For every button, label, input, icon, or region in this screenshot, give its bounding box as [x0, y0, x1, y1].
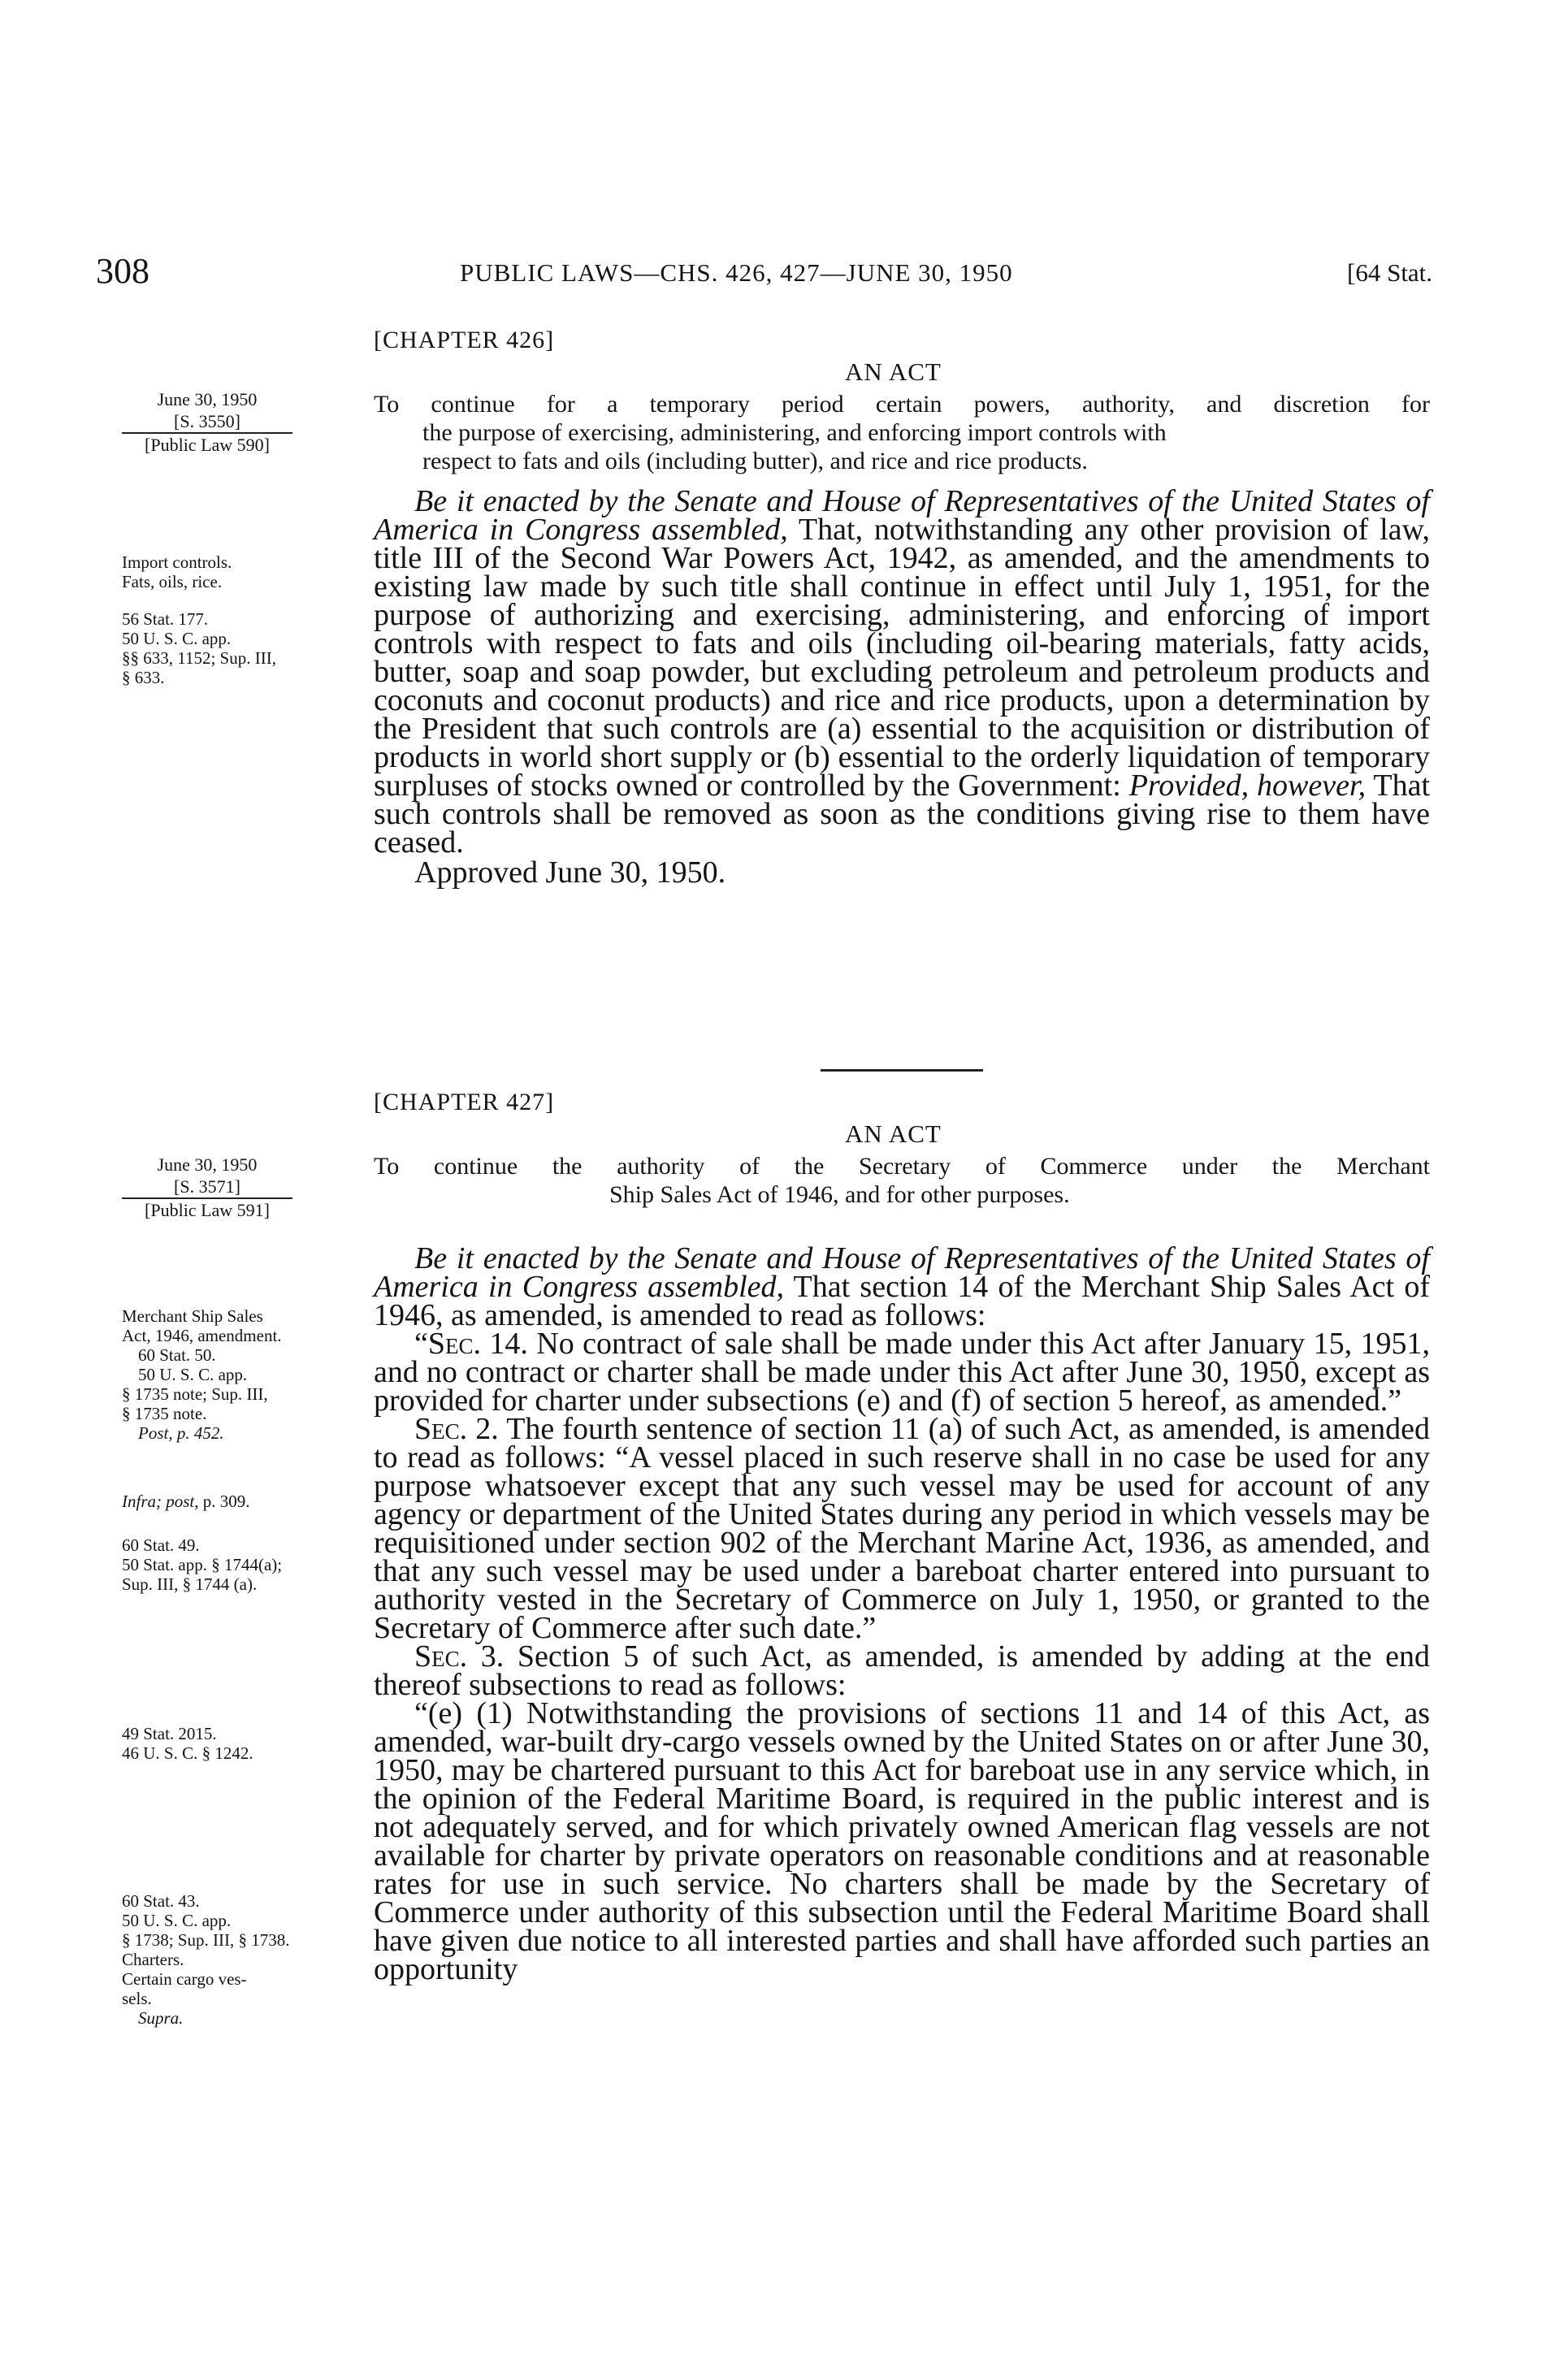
- chapter-426-purpose: [374, 390, 1430, 475]
- section-text: The fourth sentence of section 11 (a) of such Act, as amended, is amended to read as follows: “A vessel placed in such reserve shall in no case be used for any purpose whatsoever except that any such vessel may be used for account of any agency or department of the United States during any period in which vessels may be requisitioned under section 902 of the Merchant Marine Act, 1936, as amended, and that any such vessel may be used under a bareboat charter entered into pursuant to authority vested in the Secretary of Commerce on July 1, 1950, or granted to the Secretary of Commerce after such date.”: [374, 1412, 1431, 1645]
- chapter-426-side-notes: [122, 552, 374, 687]
- side-note-text: , p. 309.: [194, 1492, 250, 1511]
- side-note: 50 U. S. C. app.: [138, 1365, 248, 1384]
- bill-number: [S. 3571]: [122, 1176, 292, 1199]
- chapter-separator-rule: [821, 1069, 983, 1072]
- approved-line: Approved June 30, 1950.: [414, 855, 726, 890]
- side-note: § 1738; Sup. III, § 1738.: [122, 1930, 290, 1950]
- purpose-line: respect to fats and oils (including butter), and rice and rice products.: [422, 448, 1088, 474]
- side-note: Post, p. 452.: [138, 1423, 224, 1443]
- side-note: 56 Stat. 177.: [122, 609, 209, 629]
- side-note: Certain cargo ves-: [122, 1969, 247, 1989]
- side-note: sels.: [122, 1989, 152, 2008]
- section-label: Sec. 2.: [414, 1412, 499, 1446]
- volume-reference: [64 Stat.: [1347, 258, 1433, 287]
- section-text: No contract of sale shall be made under this Act after January 15, 1951, and no contract or charter shall be made under this Act after June 30, 1950, except as provided for charter under subsections (e) and (f) of section 5 hereof, as amended.”: [374, 1327, 1430, 1418]
- chapter-426-act-title: AN ACT: [845, 357, 942, 386]
- side-note: Charters.: [122, 1950, 184, 1969]
- side-note: Import controls.: [122, 552, 232, 572]
- section-3-paragraph: [374, 1639, 1430, 1702]
- page-number: 308: [96, 251, 149, 291]
- section-text: Section 5 of such Act, as amended, is amended by adding at the end thereof subsections to read as follows:: [374, 1639, 1430, 1702]
- purpose-line: the purpose of exercising, administering, and enforcing import controls with: [422, 419, 1167, 446]
- chapter-427-body: [374, 1241, 1431, 1986]
- enacting-paragraph: [374, 1241, 1431, 1332]
- chapter-427-purpose: [374, 1152, 1430, 1209]
- side-note: Fats, oils, rice.: [122, 572, 223, 591]
- side-note: 50 U. S. C. app.: [122, 629, 232, 648]
- bill-number: [S. 3550]: [122, 410, 292, 434]
- proviso-text: That such controls shall be removed as soon as the conditions giving rise to them have ceased.: [374, 769, 1431, 860]
- chapter-426-margin-citation: [122, 388, 374, 456]
- enacting-paragraph: [374, 484, 1431, 860]
- side-note: 60 Stat. 49.: [122, 1535, 200, 1555]
- subsection-e-paragraph: “(e) (1) Notwithstanding the provisions of sections 11 and 14 of this Act, as amended, war-built dry-cargo vessels owned by the United States on or after June 30, 1950, may be chartered pursuant to this Act for bareboat use in any service which, in the opinion of the Federal Maritime Board, is required in the public interest and is not adequately served, and for which privately owned American flag vessels are not available for charter by private operators on reasonable conditions and at reasonable rates for use in such service. No charters shall be made by the Secretary of Commerce under authority of this subsection until the Federal Maritime Board shall have given due notice to all interested parties and shall have afforded such parties an opportunity: [374, 1696, 1430, 1986]
- proviso-clause: Provided, however,: [1128, 769, 1367, 803]
- section-2-paragraph: [374, 1412, 1431, 1645]
- enacting-clause: Be it enacted by the Senate and House of Representatives of the United States of America in Congress assembled,: [374, 484, 1430, 547]
- section-14-paragraph: [374, 1327, 1430, 1418]
- running-head: PUBLIC LAWS—CHS. 426, 427—JUNE 30, 1950: [460, 258, 1013, 287]
- enacting-clause: Be it enacted by the Senate and House of Representatives of the United States of America in Congress assembled,: [374, 1241, 1430, 1304]
- enacting-text: That section 14 of the Merchant Ship Sales Act of 1946, as amended, is amended to read as follows:: [374, 1270, 1431, 1332]
- section-label: Sec. 3.: [414, 1639, 505, 1674]
- purpose-line: To continue the authority of the Secretary of Commerce under the Merchant: [374, 1153, 1430, 1180]
- side-note: § 1735 note.: [122, 1404, 207, 1423]
- enactment-date: June 30, 1950: [157, 1154, 258, 1175]
- chapter-427-side-notes: [122, 1306, 374, 2028]
- side-note: Sup. III, § 1744 (a).: [122, 1574, 258, 1594]
- enactment-date: June 30, 1950: [157, 389, 258, 409]
- section-label: “Sec. 14.: [414, 1327, 528, 1361]
- side-note: § 633.: [122, 668, 165, 687]
- side-note: Supra.: [138, 2008, 184, 2028]
- side-note: §§ 633, 1152; Sup. III,: [122, 648, 276, 668]
- purpose-line: Ship Sales Act of 1946, and for other purposes.: [609, 1181, 1070, 1208]
- side-note: Act, 1946, amendment.: [122, 1326, 282, 1345]
- side-note: 46 U. S. C. § 1242.: [122, 1743, 253, 1763]
- chapter-427-act-title: AN ACT: [845, 1119, 942, 1148]
- chapter-427-margin-citation: [122, 1154, 374, 1221]
- chapter-426-heading: [CHAPTER 426]: [374, 327, 555, 353]
- side-note: 50 U. S. C. app.: [122, 1911, 232, 1930]
- side-note: [122, 1492, 374, 1511]
- side-note-italic: Infra; post: [122, 1492, 195, 1511]
- chapter-426-body: [374, 484, 1431, 890]
- public-law-number: [Public Law 590]: [145, 435, 270, 455]
- public-law-number: [Public Law 591]: [145, 1200, 270, 1220]
- purpose-line: To continue for a temporary period certain powers, authority, and discretion for: [374, 391, 1430, 418]
- enacting-text: That, notwithstanding any other provision of law, title III of the Second War Powers Act, 1942, as amended, and the amendments to existing law made by such title shall continue in effect until July 1, 1951, for the purpose of authorizing and exercising, administering, and enforcing of import controls with respect to fats and oils (including oil-bearing materials, fatty acids, butter, soap and soap powder, but excluding petroleum and petroleum products and coconuts and coconut products) and rice and rice products, upon a determination by the President that such controls are (a) essential to the acquisition or distribution of products in world short supply or (b) essential to the orderly liquidation of temporary surpluses of stocks owned or controlled by the Government:: [374, 513, 1431, 803]
- side-note: Merchant Ship Sales: [122, 1306, 263, 1326]
- side-note: 60 Stat. 50.: [138, 1345, 216, 1365]
- chapter-427-heading: [CHAPTER 427]: [374, 1089, 555, 1115]
- side-note: 49 Stat. 2015.: [122, 1724, 217, 1743]
- side-note: 60 Stat. 43.: [122, 1891, 200, 1911]
- side-note: 50 Stat. app. § 1744(a);: [122, 1555, 283, 1574]
- side-note: § 1735 note; Sup. III,: [122, 1384, 268, 1404]
